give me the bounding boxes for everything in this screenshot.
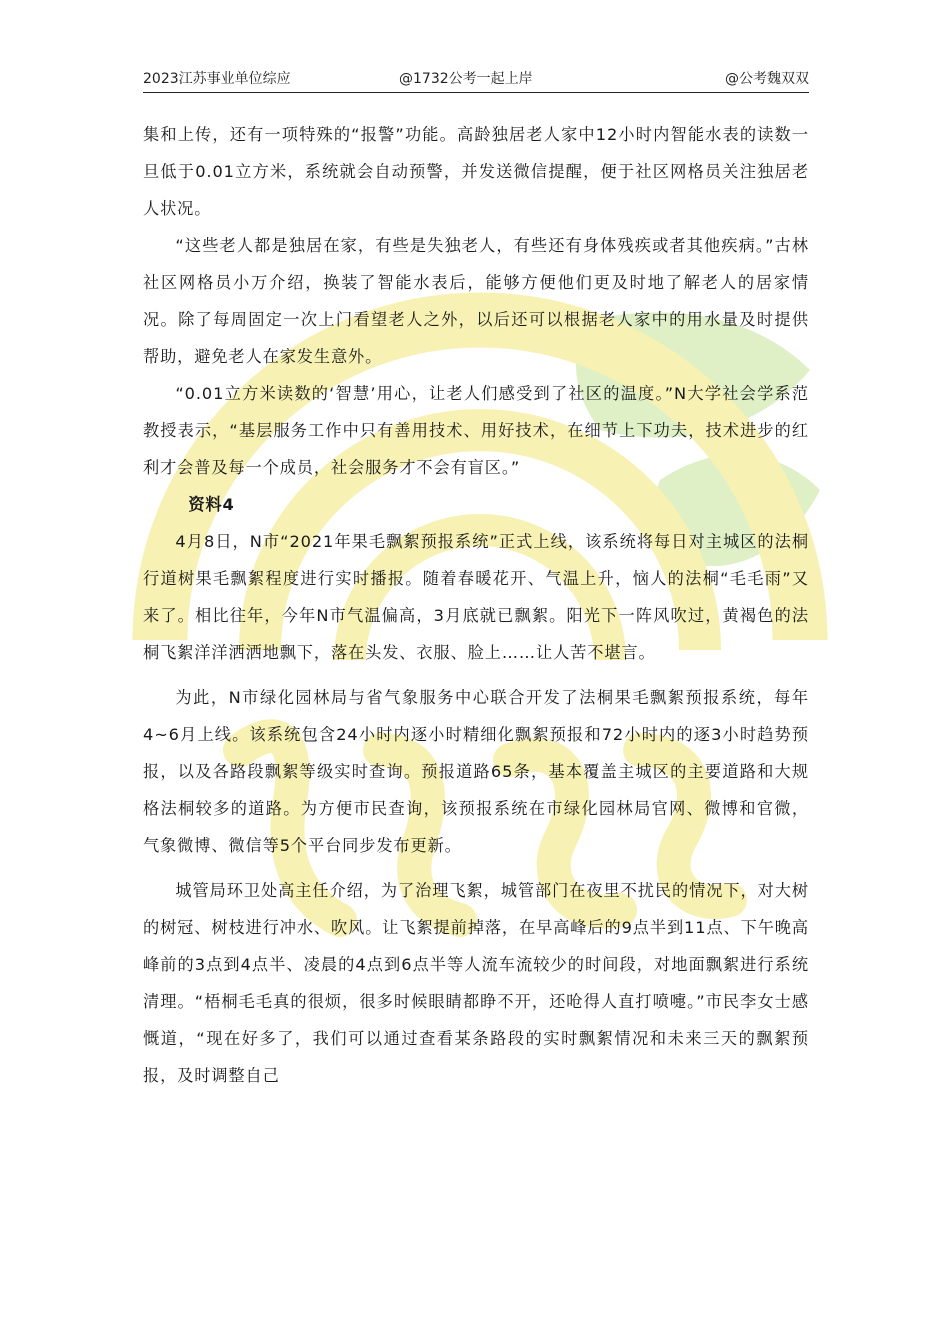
paragraph-6: 城管局环卫处高主任介绍，为了治理飞絮，城管部门在夜里不扰民的情况下，对大树的树冠、树枝进行冲水、吹风。让飞絮提前掉落，在早高峰后的9点半到11点、下午晚高峰前的3点到4点半、凌晨的4点到6点半等人流车流较少的时间段，对地面飘絮进行系统清理。“梧桐毛毛真的很烦，很多时候眼睛都睁不开，还呛得人直打喷嚏。”市民李女士感慨道，“现在好多了，我们可以通过查看某条路段的实时飘絮情况和未来三天的飘絮预报，及时调整自己 bbox=[143, 881, 809, 1085]
header-right-text: @公考魏双双 bbox=[725, 71, 809, 87]
paragraph-4: 4月8日，N市“2021年果毛飘絮预报系统”正式上线，该系统将每日对主城区的法桐行道树果毛飘絮程度进行实时播报。随着春暖花开、气温上升，恼人的法桐“毛毛雨”又来了。相比往年，今年N市气温偏高，3月底就已飘絮。阳光下一阵风吹过，黄褐色的法桐飞絮洋洋洒洒地飘下，落在头发、衣服、脸上……让人苦不堪言。 bbox=[143, 532, 809, 662]
header-left-text: 2023江苏事业单位综应 bbox=[143, 71, 291, 87]
page-header bbox=[143, 66, 809, 93]
paragraph-5: 为此，N市绿化园林局与省气象服务中心联合开发了法桐果毛飘絮预报系统，每年4~6月上线。该系统包含24小时内逐小时精细化飘絮预报和72小时内的逐3小时趋势预报，以及各路段飘絮等级实时查询。预报道路65条，基本覆盖主城区的主要道路和大规格法桐较多的道路。为方便市民查询，该预报系统在市绿化园林局官网、微博和官微，气象微博、微信等5个平台同步发布更新。 bbox=[143, 688, 809, 855]
header-center-text: @1732公考一起上岸 bbox=[399, 71, 533, 87]
document-body bbox=[143, 116, 809, 1094]
section-title: 资料4 bbox=[188, 495, 235, 514]
paragraph-3: “0.01立方米读数的‘智慧’用心，让老人们感受到了社区的温度。”N大学社会学系范教授表示，“基层服务工作中只有善用技术、用好技术，在细节上下功夫，技术进步的红利才会普及每一个成员，社会服务才不会有盲区。” bbox=[143, 384, 809, 477]
paragraph-1: 集和上传，还有一项特殊的“报警”功能。高龄独居老人家中12小时内智能水表的读数一旦低于0.01立方米，系统就会自动预警，并发送微信提醒，便于社区网格员关注独居老人状况。 bbox=[143, 125, 809, 218]
paragraph-2: “这些老人都是独居在家，有些是失独老人，有些还有身体残疾或者其他疾病。”古林社区网格员小万介绍，换装了智能水表后，能够方便他们更及时地了解老人的居家情况。除了每周固定一次上门看望老人之外，以后还可以根据老人家中的用水量及时提供帮助，避免老人在家发生意外。 bbox=[143, 236, 809, 366]
